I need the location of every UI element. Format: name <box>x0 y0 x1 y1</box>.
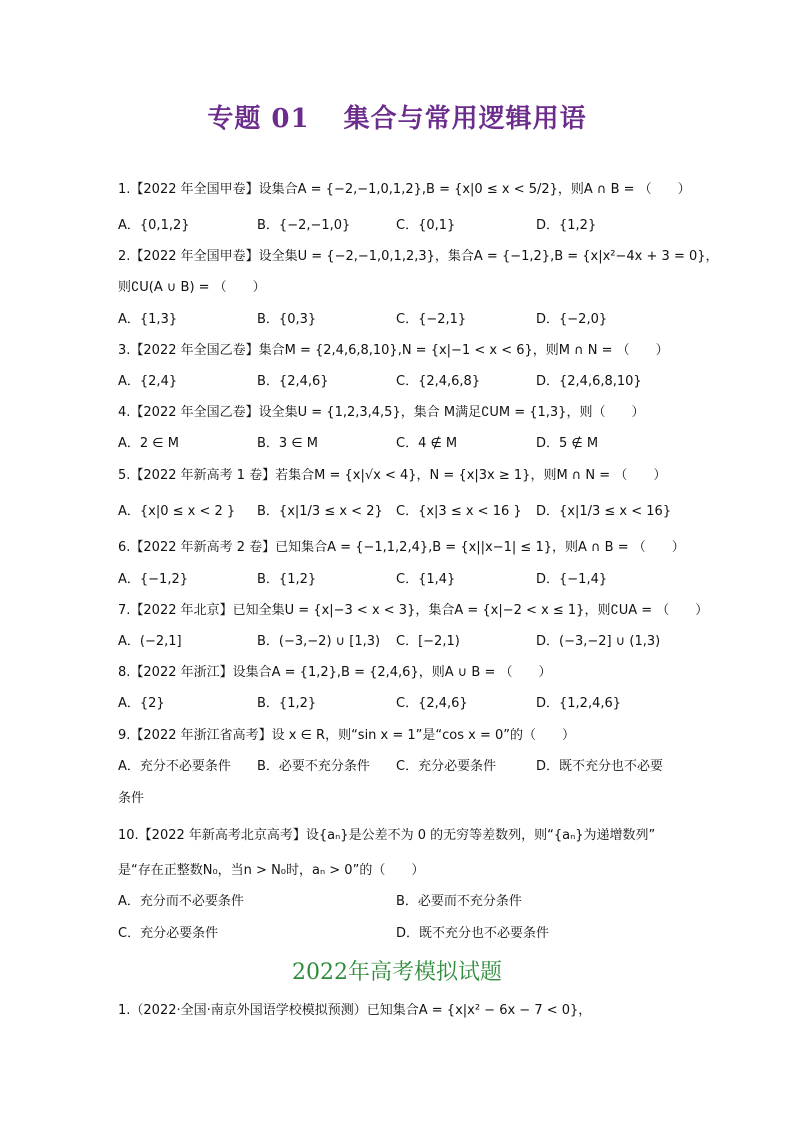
question-6-stem: 6.【2022 年新高考 2 卷】已知集合A = {−1,1,2,4},B = {x||x−1| ≤ 1}，则A ∩ B = （ ） <box>118 540 685 555</box>
q10-option-d: D．既不充分也不必要条件 <box>396 926 550 941</box>
q9-option-a: A．充分不必要条件 <box>118 759 231 774</box>
q1-option-b: B．{−2,−1,0} <box>257 218 351 233</box>
q10-option-a: A．充分而不必要条件 <box>118 894 244 909</box>
q8-option-b: B．{1,2} <box>257 696 317 711</box>
question-2-stem: 2.【2022 年全国甲卷】设全集U = {−2,−1,0,1,2,3}，集合A = {−1,2},B = {x|x²−4x + 3 = 0}， <box>118 249 719 264</box>
q5-option-a: A．{x|0 ≤ x < 2 } <box>118 504 236 519</box>
q3-option-b: B．{2,4,6} <box>257 374 329 389</box>
q7-option-c: C．[−2,1) <box>396 634 460 649</box>
q3-option-a: A．{2,4} <box>118 374 178 389</box>
q2-option-d: D．{−2,0} <box>536 312 608 327</box>
q1-option-a: A．{0,1,2} <box>118 218 190 233</box>
question-10-stem: 10.【2022 年新高考北京高考】设{aₙ}是公差不为 0 的无穷等差数列，则“{aₙ}为递增数列” <box>118 828 656 843</box>
title-text: 集合与常用逻辑用语 <box>343 104 587 134</box>
q8-option-a: A．{2} <box>118 696 165 711</box>
section-title: 2022年高考模拟试题 <box>292 960 502 985</box>
question-8-stem: 8.【2022 年浙江】设集合A = {1,2},B = {2,4,6}，则A ∪ B = （ ） <box>118 665 552 680</box>
question-2-stem-line2: 则∁U(A ∪ B) = （ ） <box>118 280 266 295</box>
q1-option-c: C．{0,1} <box>396 218 456 233</box>
q6-option-d: D．{−1,4} <box>536 572 608 587</box>
q5-option-c: C．{x|3 ≤ x < 16 } <box>396 504 522 519</box>
q5-option-d: D．{x|1/3 ≤ x < 16} <box>536 504 672 519</box>
q9-option-c: C．充分必要条件 <box>396 759 497 774</box>
question-9-stem: 9.【2022 年浙江省高考】设 x ∈ R，则“sin x = 1”是“cos x = 0”的（ ） <box>118 728 576 743</box>
q5-option-b: B．{x|1/3 ≤ x < 2} <box>257 504 383 519</box>
mock-question-1-stem: 1.（2022·全国·南京外国语学校模拟预测）已知集合A = {x|x² − 6x − 7 < 0}， <box>118 1003 592 1018</box>
q9-option-b: B．必要不充分条件 <box>257 759 370 774</box>
q4-option-d: D．5 ∉ M <box>536 436 599 451</box>
q2-option-a: A．{1,3} <box>118 312 178 327</box>
q3-option-d: D．{2,4,6,8,10} <box>536 374 642 389</box>
question-10-stem-line2: 是“存在正整数N₀，当n > N₀时，aₙ > 0”的（ ） <box>118 863 425 878</box>
q6-option-c: C．{1,4} <box>396 572 456 587</box>
q6-option-a: A．{−1,2} <box>118 572 189 587</box>
q9-option-d-wrap: 条件 <box>118 791 145 806</box>
q10-option-c: C．充分必要条件 <box>118 926 219 941</box>
q10-option-b: B．必要而不充分条件 <box>396 894 522 909</box>
q2-option-c: C．{−2,1} <box>396 312 467 327</box>
question-4-stem: 4.【2022 年全国乙卷】设全集U = {1,2,3,4,5}，集合 M满足∁UM = {1,3}，则（ ） <box>118 405 645 420</box>
q1-option-d: D．{1,2} <box>536 218 597 233</box>
q3-option-c: C．{2,4,6,8} <box>396 374 481 389</box>
q4-option-c: C．4 ∉ M <box>396 436 458 451</box>
question-3-stem: 3.【2022 年全国乙卷】集合M = {2,4,6,8,10},N = {x|−1 < x < 6}，则M ∩ N = （ ） <box>118 343 669 358</box>
q6-option-b: B．{1,2} <box>257 572 317 587</box>
title-number: 专题 01 <box>207 104 310 134</box>
question-1-stem: 1.【2022 年全国甲卷】设集合A = {−2,−1,0,1,2},B = {x|0 ≤ x < 5/2}，则A ∩ B = （ ） <box>118 182 691 197</box>
q7-option-a: A．(−2,1] <box>118 634 182 649</box>
q7-option-d: D．(−3,−2] ∪ (1,3) <box>536 634 661 649</box>
q8-option-d: D．{1,2,4,6} <box>536 696 622 711</box>
q4-option-b: B．3 ∈ M <box>257 436 318 451</box>
q7-option-b: B．(−3,−2) ∪ [1,3) <box>257 634 381 649</box>
question-7-stem: 7.【2022 年北京】已知全集U = {x|−3 < x < 3}，集合A = {x|−2 < x ≤ 1}，则∁UA = （ ） <box>118 603 709 618</box>
question-5-stem: 5.【2022 年新高考 1 卷】若集合M = {x|√x < 4}，N = {x|3x ≥ 1}，则M ∩ N = （ ） <box>118 468 667 483</box>
q4-option-a: A．2 ∈ M <box>118 436 179 451</box>
q9-option-d: D．既不充分也不必要 <box>536 759 664 774</box>
q8-option-c: C．{2,4,6} <box>396 696 468 711</box>
q2-option-b: B．{0,3} <box>257 312 317 327</box>
page-title <box>0 98 794 135</box>
